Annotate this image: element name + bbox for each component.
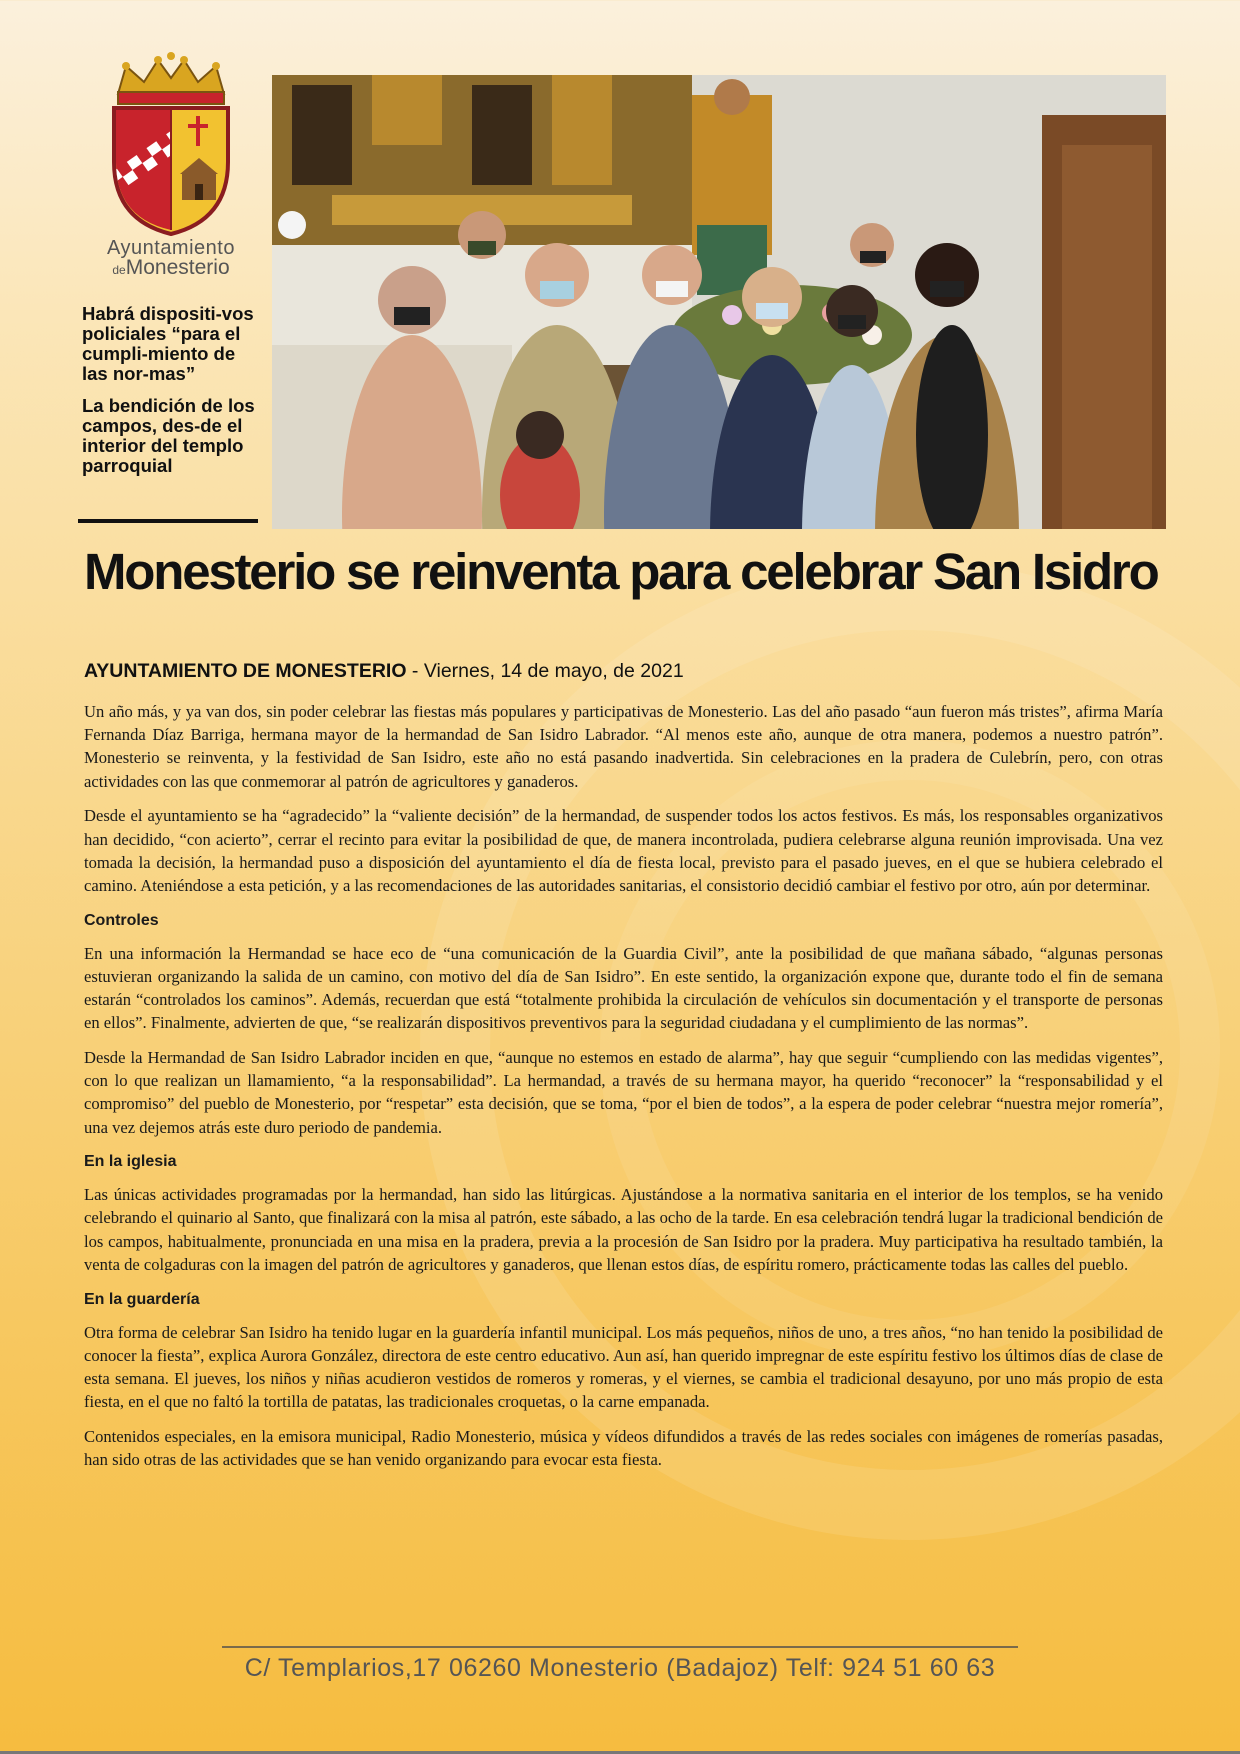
article-paragraph: Un año más, y ya van dos, sin poder celebrar las fiestas más populares y participativas de Monesterio. Las del año pasado “aun fueron más tristes”, afirma María Fernanda Díaz Barriga, hermana mayor de la hermandad de San Isidro Labrador. “Al menos este año, aunque de otra manera, podemos a nuestro patrón”. Monesterio se reinventa, y la festividad de San Isidro, este año no está pasando inadvertida. Sin celebraciones en la pradera de Culebrín, pero, con otras actividades con las que conmemorar al patrón de agricultores y ganaderos. <box>84 702 1163 791</box>
section-heading: En la guardería <box>84 1290 200 1308</box>
pull-quote: Habrá dispositi-vos policiales “para el cumpli-miento de las nor-mas” <box>82 303 254 384</box>
article-paragraph: Otra forma de celebrar San Isidro ha tenido lugar en la guardería infantil municipal. Los más pequeños, niños de uno, a tres años, “no han tenido la posibilidad de conocer la fiesta”, explica Aurora González, directora de este centro educativo. Aun así, han querido impregnar de este espíritu festivo los últimos días de clase de esta semana. El jueves, los niños y niñas acudieron vestidos de romeros y romeras, y el viernes, se cambia el tradicional desayuno, por uno más propio de esta fiesta, en el que no faltó la tortilla de patatas, las tradicionales croquetas, o la carne empanada. <box>84 1322 1163 1412</box>
pull-quote: La bendición de los campos, des-de el interior del templo parroquial <box>82 395 255 476</box>
article-body <box>84 700 1163 1483</box>
dateline-date: - Viernes, 14 de mayo, de 2021 <box>406 660 684 682</box>
town-hall-name <box>96 238 246 280</box>
logo-line-2: deMonesterio <box>112 256 230 279</box>
town-hall-logo <box>96 52 246 288</box>
article-paragraph: Desde el ayuntamiento se ha “agradecido” la “valiente decisión” de la hermandad, de suspender todos los actos festivos. Es más, los responsables organizativos han decidido, “con acierto”, cerrar el recinto para evitar la posibilidad de que, de manera incontrolada, pudiera celebrarse alguna reunión improvisada. Una vez tomada la decisión, la hermandad puso a disposición del ayuntamiento el día de fiesta local, previsto para el pasado jueves, en el que se hubiera celebrado el camino. Ateniéndose a esta petición, y a las recomendaciones de las autoridades sanitarias, el consistorio decidió cambiar el festivo por otro, aún por determinar. <box>84 806 1163 895</box>
footer-divider <box>222 1646 1018 1648</box>
article-paragraph: Contenidos especiales, en la emisora municipal, Radio Monesterio, música y vídeos difundidos a través de las redes sociales con imágenes de romerías pasadas, han sido otras de las actividades que se han venido organizando para evocar esta fiesta. <box>84 1426 1163 1470</box>
article-headline: Monesterio se reinventa para celebrar San Isidro <box>84 543 1158 600</box>
article-paragraph: En una información la Hermandad se hace eco de “una comunicación de la Guardia Civil”, ante la posibilidad de que mañana sábado, “algunas personas estuvieran organizando la salida de un camino, con motivo del día de San Isidro”. En este sentido, la organización expone que, durante todo el fin de semana estarán “controlados los caminos”. Además, recuerdan que está “totalmente prohibida la circulación de vehículos sin documentación y el transporte de personas en ellos”. Finalmente, advierten de que, “se realizarán dispositivos preventivos para la seguridad ciudadana y el cumplimiento de las normas”. <box>84 943 1163 1033</box>
dateline-source: AYUNTAMIENTO DE MONESTERIO <box>84 660 407 682</box>
pull-quotes <box>82 304 260 488</box>
group-photo-church-altar <box>272 75 1166 529</box>
pull-quote-divider <box>78 519 258 523</box>
article-dateline <box>84 660 1164 683</box>
coat-of-arms-icon <box>96 52 246 238</box>
article-paragraph: Desde la Hermandad de San Isidro Labrador inciden en que, “aunque no estemos en estado de alarma”, hay que seguir “cumpliendo con las medidas vigentes”, con lo que realizan un llamamiento, “a la responsabilidad”. La hermandad, a través de su hermana mayor, ha querido “reconocer” la “responsabilidad y el compromiso” del pueblo de Monesterio, por “respetar” esta decisión, que se toma, “por el bien de todos”, a la espera de poder celebrar “nuestra mejor romería”, una vez dejemos atrás este duro periodo de pandemia. <box>84 1047 1163 1137</box>
section-heading: Controles <box>84 911 159 929</box>
footer-address: C/ Templarios,17 06260 Monesterio (Badajoz) Telf: 924 51 60 63 <box>244 1654 996 1682</box>
logo-line-1: Ayuntamiento <box>107 237 235 259</box>
article-photo <box>272 75 1166 529</box>
section-heading: En la iglesia <box>84 1153 177 1171</box>
article-paragraph: Las únicas actividades programadas por la hermandad, han sido las litúrgicas. Ajustándose a la normativa sanitaria en el interior de los templos, se ha venido celebrando el quinario al Santo, que finalizará con la misa al patrón, este sábado, a las ocho de la tarde. En esa celebración tendrá lugar la tradicional bendición de los campos, habitualmente, pronunciada en una misa en la pradera, previa a la procesión de San Isidro por la pradera. Muy participativa ha resultado también, la venta de colgaduras con la imagen del patrón de agricultores y ganaderos, que llenan estos días, de espíritu romero, prácticamente todas las calles del pueblo. <box>84 1185 1163 1274</box>
